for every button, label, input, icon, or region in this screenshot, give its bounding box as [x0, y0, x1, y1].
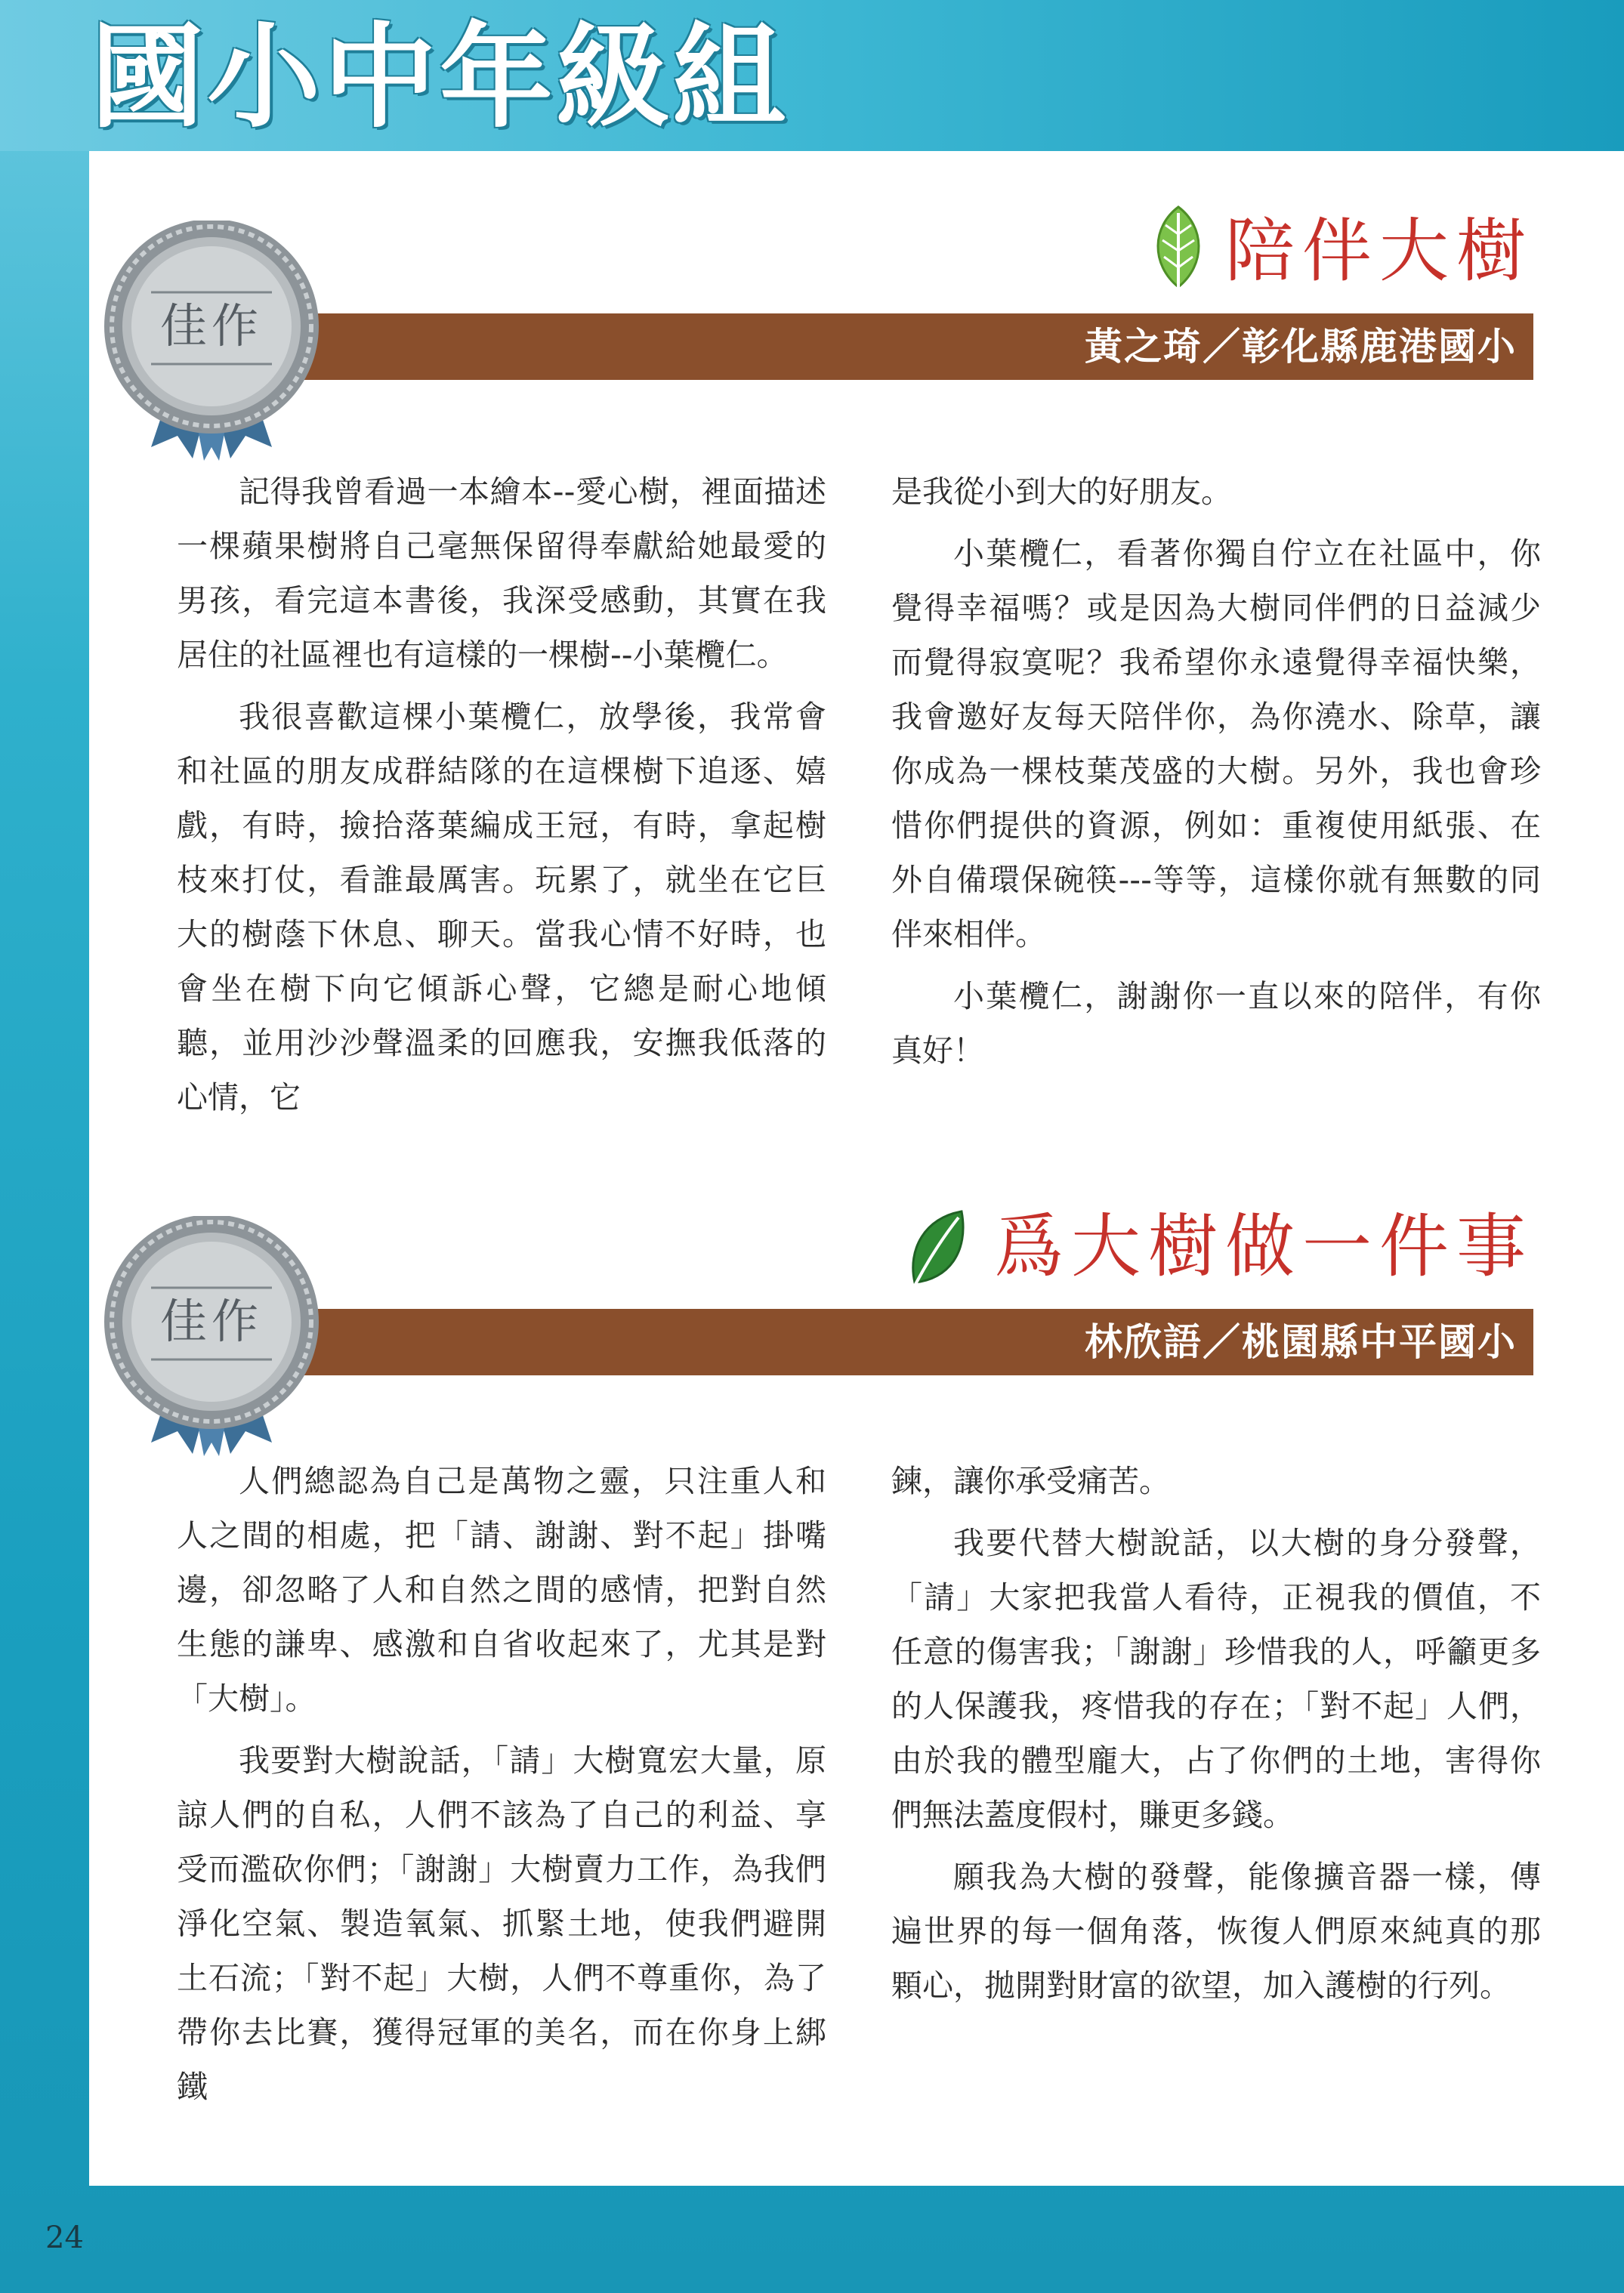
author-name: 林欣語／桃園縣中平國小 [1085, 1320, 1517, 1364]
author-name: 黃之琦／彰化縣鹿港國小 [1085, 325, 1517, 369]
essay-left-column [177, 1454, 826, 2122]
paragraph: 是我從小到大的好朋友。 [891, 474, 1232, 510]
essay-left-column [177, 464, 826, 1132]
paragraph: 我要代替大樹說話，以大樹的身分發聲，「請」大家把我當人看待，正視我的價值，不任意的傷害我；「謝謝」珍惜我的人，呼籲更多的人保護我，疼惜我的存在；「對不起」人們，由於我的體型龐大，占了你們的土地，害得你們無法蓋度假村，賺更多錢。 [891, 1525, 1541, 1833]
leaf-icon [1144, 204, 1212, 295]
page-header [0, 0, 1624, 151]
badge-label: 佳作 [159, 1294, 263, 1349]
paragraph: 願我為大樹的發聲，能像擴音器一樣，傳遍世界的每一個角落，恢復人們原來純真的那顆心，拋開對財富的欲望，加入護樹的行列。 [891, 1859, 1541, 2004]
paragraph: 小葉欖仁，謝謝你一直以來的陪伴，有你真好！ [891, 978, 1541, 1069]
paragraph: 我要對大樹說話，「請」大樹寬宏大量，原諒人們的自私，人們不該為了自己的利益、享受而濫砍你們；「謝謝」大樹賣力工作，為我們淨化空氣、製造氧氣、抓緊土地，使我們避開土石流；「對不起」大樹，人們不尊重你，為了帶你去比賽，獲得冠軍的美名，而在你身上綁鐵 [177, 1742, 826, 2105]
paragraph: 小葉欖仁，看著你獨自佇立在社區中，你覺得幸福嗎？或是因為大樹同伴們的日益減少而覺得寂寞呢？我希望你永遠覺得幸福快樂，我會邀好友每天陪伴你，為你澆水、除草，讓你成為一棵枝葉茂盛的大樹。另外，我也會珍惜你們提供的資源，例如：重複使用紙張、在外自備環保碗筷---等等，這樣你就有無數的同伴來相伴。 [891, 535, 1541, 952]
author-bar [257, 313, 1533, 380]
award-badge [98, 221, 325, 462]
page-number: 24 [45, 2220, 84, 2255]
leaf-icon [903, 1207, 971, 1298]
paragraph: 人們總認為自己是萬物之靈，只注重人和人之間的相處，把「請、謝謝、對不起」掛嘴邊，卻忽略了人和自然之間的感情，把對自然生態的謙卑、感激和自省收起來了，尤其是對「大樹」。 [177, 1463, 826, 1717]
paragraph: 鍊，讓你承受痛苦。 [891, 1463, 1170, 1499]
paragraph: 我很喜歡這棵小葉欖仁，放學後，我常會和社區的朋友成群結隊的在這棵樹下追逐、嬉戲，有時，撿拾落葉編成王冠，有時，拿起樹枝來打仗，看誰最厲害。玩累了，就坐在它巨大的樹蔭下休息、聊天。當我心情不好時，也會坐在樹下向它傾訴心聲，它總是耐心地傾聽，並用沙沙聲溫柔的回應我，安撫我低落的心情，它 [177, 699, 826, 1116]
essay-title: 爲大樹做一件事 [993, 1206, 1533, 1287]
paragraph: 記得我曾看過一本繪本--愛心樹，裡面描述一棵蘋果樹將自己毫無保留得奉獻給她最愛的男孩，看完這本書後，我深受感動，其實在我居住的社區裡也有這樣的一棵樹--小葉欖仁。 [177, 474, 826, 673]
page-title: 國小中年級組 [91, 12, 789, 144]
author-bar [257, 1309, 1533, 1375]
badge-label: 佳作 [159, 298, 263, 353]
essay-title: 陪伴大樹 [1224, 211, 1533, 292]
essay-right-column [891, 1454, 1541, 2020]
essay-section [0, 1201, 1624, 2168]
essay-right-column [891, 464, 1541, 1085]
essay-section [0, 204, 1624, 1186]
award-badge [98, 1216, 325, 1458]
